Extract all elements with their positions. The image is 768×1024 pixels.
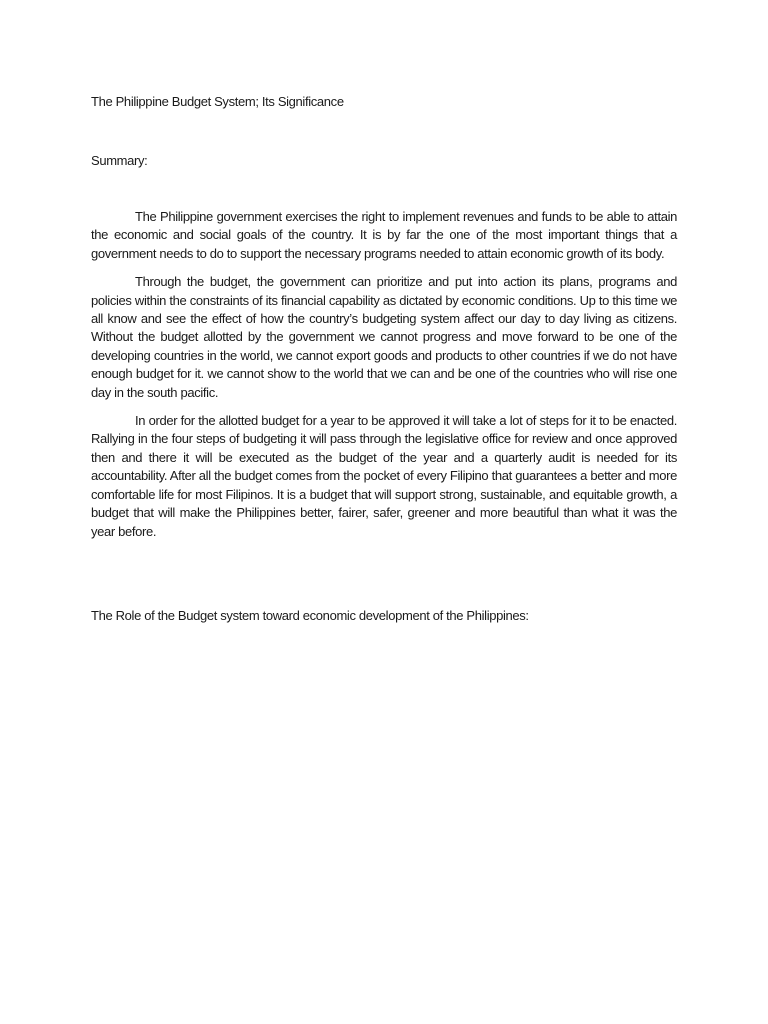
summary-paragraph-2: Through the budget, the government can prioritize and put into action its plans, programs and policies within the constraints of its financial capability as dictated by economic conditions. Up to this time we all know and see the effect of how the country’s budgeting system affect our day to day living as citizens. Without the budget allotted by the government we cannot progress and move forward to be one of the developing countries in the world, we cannot export goods and products to other countries if we do not have enough budget for it. we cannot show to the world that we can and be one of the countries who will rise one day in the south pacific.	[91, 274, 677, 400]
summary-body	[91, 208, 677, 551]
section-heading: The Role of the Budget system toward economic development of the Philippines:	[91, 608, 529, 623]
document-title: The Philippine Budget System; Its Significance	[91, 94, 344, 109]
summary-paragraph-3: In order for the allotted budget for a year to be approved it will take a lot of steps for it to be enacted. Rallying in the four steps of budgeting it will pass through the legislative office for review and once approved then and there it will be executed as the budget of the year and a quarterly audit is needed for its accountability. After all the budget comes from the pocket of every Filipino that guarantees a better and more comfortable life for most Filipinos. It is a budget that will support strong, sustainable, and equitable growth, a budget that will make the Philippines better, fairer, safer, greener and more beautiful than what it was the year before.	[91, 413, 677, 539]
summary-paragraph-1: The Philippine government exercises the right to implement revenues and funds to be able to attain the economic and social goals of the country. It is by far the one of the most important things that a government needs to do to support the necessary programs needed to attain economic growth of its body.	[91, 209, 677, 261]
summary-label: Summary:	[91, 153, 148, 168]
